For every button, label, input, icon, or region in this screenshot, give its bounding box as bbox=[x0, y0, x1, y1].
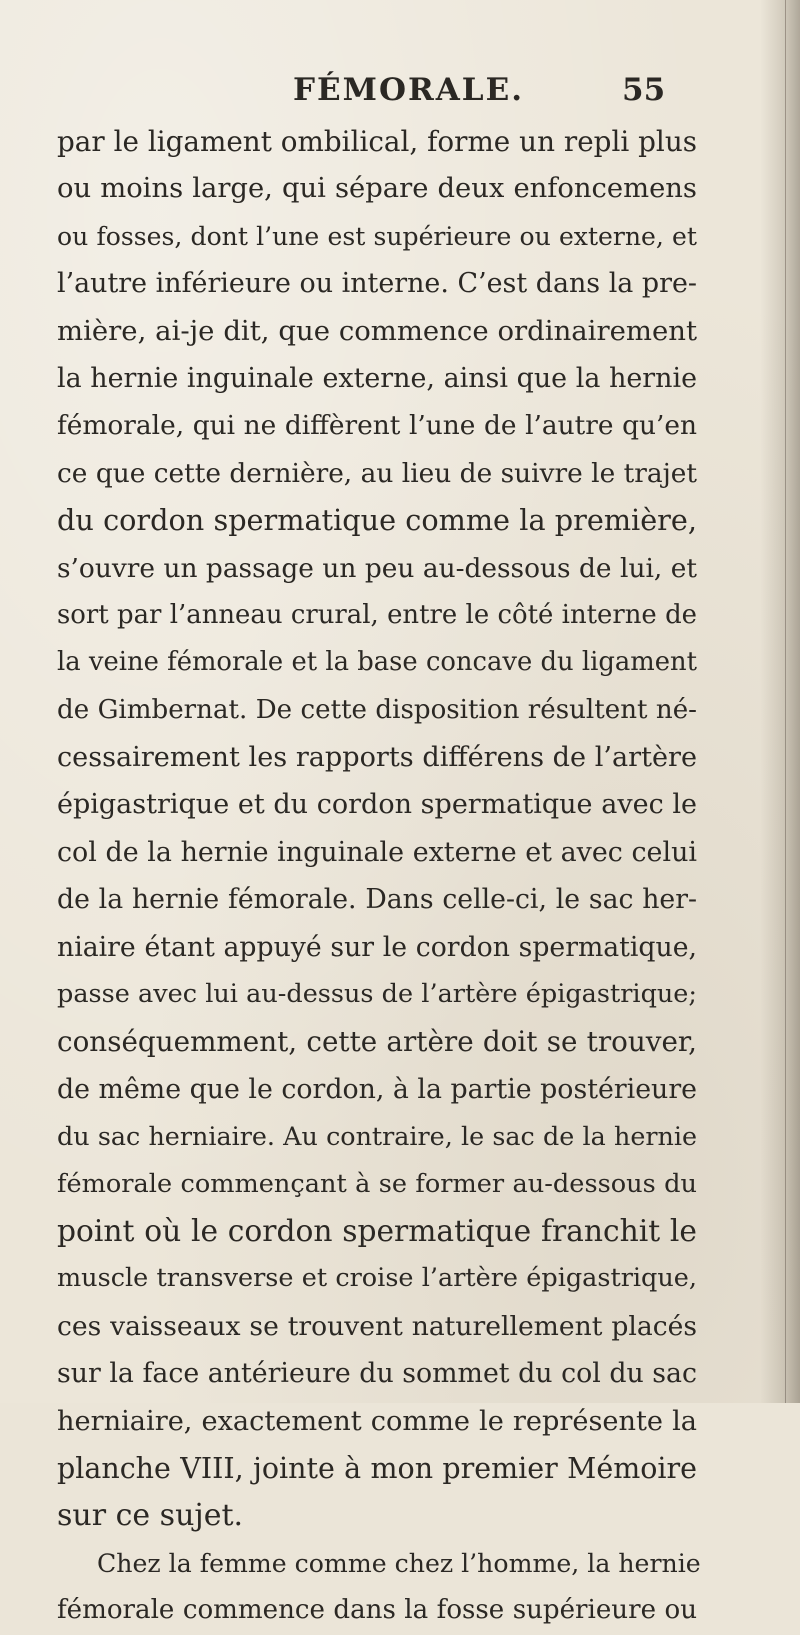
text-line: sur la face antérieure du sommet du col du sac bbox=[57, 1358, 697, 1390]
text-line: col de la hernie inguinale externe et avec celui bbox=[57, 836, 697, 868]
text-line: passe avec lui au-dessus de l’artère épigastrique; bbox=[57, 979, 697, 1010]
text-line: par le ligament ombilical, forme un repli plus bbox=[57, 125, 697, 158]
text-line: la veine fémorale et la base concave du ligament bbox=[57, 647, 697, 678]
page-edge-shadow bbox=[760, 0, 800, 1403]
text-line: fémorale commence dans la fosse supérieure ou bbox=[57, 1595, 697, 1626]
text-line: de même que le cordon, à la partie postérieure bbox=[57, 1073, 697, 1105]
body-text bbox=[57, 118, 701, 1635]
text-line: du cordon spermatique comme la première, bbox=[57, 503, 697, 538]
text-line: cessairement les rapports différens de l’artère bbox=[57, 742, 697, 774]
text-line: ces vaisseaux se trouvent naturellement placés bbox=[57, 1310, 697, 1342]
text-line: mière, ai-je dit, que commence ordinairement bbox=[57, 314, 697, 347]
text-line: ou fosses, dont l’une est supérieure ou externe, et bbox=[57, 221, 697, 251]
text-line: de Gimbernat. De cette disposition résultent né- bbox=[57, 694, 697, 725]
running-head bbox=[0, 72, 800, 112]
text-line: niaire étant appuyé sur le cordon spermatique, bbox=[57, 931, 697, 963]
text-line: herniaire, exactement comme le représente la bbox=[57, 1405, 697, 1437]
text-line: sort par l’anneau crural, entre le côté interne de bbox=[57, 599, 697, 630]
text-line: ou moins large, qui sépare deux enfoncemens bbox=[57, 173, 697, 205]
page-edge-line bbox=[785, 0, 786, 1403]
text-line: la hernie inguinale externe, ainsi que la hernie bbox=[57, 362, 697, 394]
text-line: fémorale, qui ne diffèrent l’une de l’autre qu’en bbox=[57, 410, 697, 442]
text-line: de la hernie fémorale. Dans celle-ci, le sac her- bbox=[57, 884, 697, 916]
text-line: planche VIII, jointe à mon premier Mémoire bbox=[57, 1451, 697, 1485]
text-line: point où le cordon spermatique franchit le bbox=[57, 1213, 697, 1249]
text-line: s’ouvre un passage un peu au-dessous de lui, et bbox=[57, 552, 697, 584]
text-line: épigastrique et du cordon spermatique avec le bbox=[57, 789, 697, 821]
text-line: fémorale commençant à se former au-dessous du bbox=[57, 1168, 697, 1199]
text-line: l’autre inférieure ou interne. C’est dans la pre- bbox=[57, 268, 697, 300]
paragraph-last-line: sur ce sujet. bbox=[57, 1498, 244, 1534]
text-line: muscle transverse et croise l’artère épigastrique, bbox=[57, 1263, 697, 1294]
text-line: ce que cette dernière, au lieu de suivre le trajet bbox=[57, 457, 697, 489]
text-line: conséquemment, cette artère doit se trouver, bbox=[57, 1025, 697, 1059]
page-number: 55 bbox=[622, 72, 666, 108]
paragraph-first-line: Chez la femme comme chez l’homme, la hernie bbox=[97, 1548, 701, 1578]
running-title: FÉMORALE. bbox=[293, 72, 524, 108]
text-line: du sac herniaire. Au contraire, le sac de la hernie bbox=[57, 1121, 697, 1152]
